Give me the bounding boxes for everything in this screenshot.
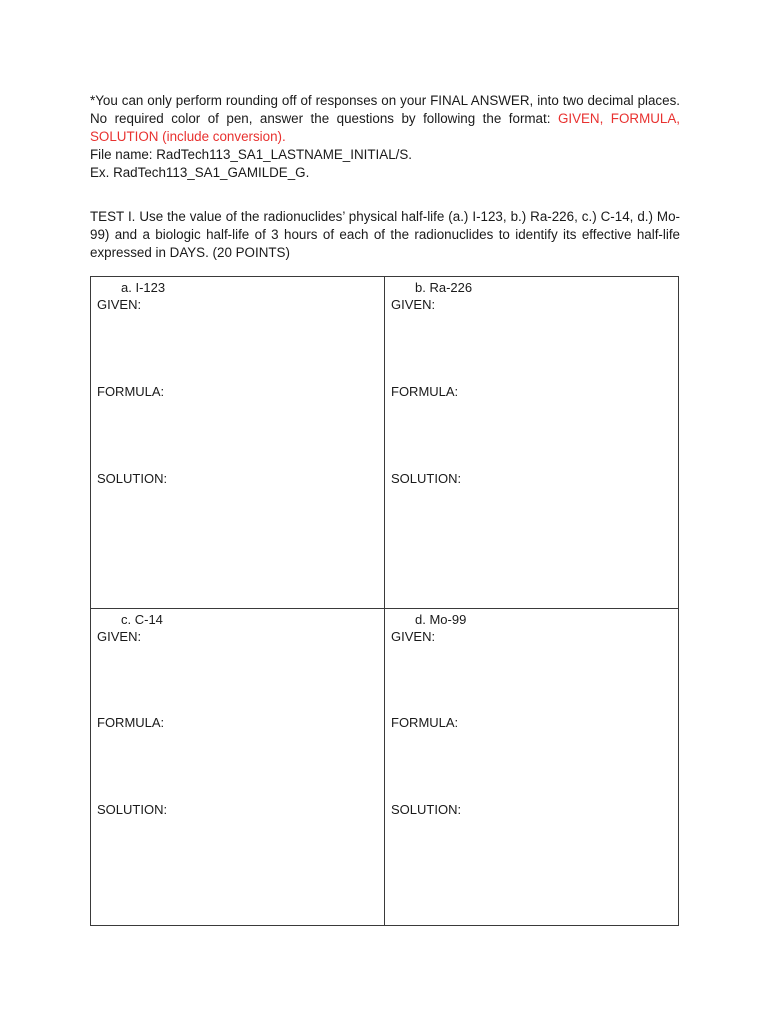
solution-label: SOLUTION: [97,471,168,486]
instructions-block [90,92,680,182]
answer-cell-ra-226 [385,277,679,609]
answer-table [90,276,679,926]
cell-heading: a. I-123 [121,280,166,295]
formula-label: FORMULA: [97,715,165,730]
formula-label: FORMULA: [391,384,459,399]
table-row [91,609,679,926]
table-row [91,277,679,609]
file-name-instruction: File name: RadTech113_SA1_LASTNAME_INITIAL/S. [90,147,413,162]
test-instructions: TEST I. Use the value of the radionuclides’ physical half-life (a.) I-123, b.) Ra-226, c.) C-14, d.) Mo-99) and a biologic half-life of 3 hours of each of the radionuclides to identify its effective half-life expressed in DAYS. (20 POINTS) [90,209,680,260]
given-label: GIVEN: [97,297,142,312]
answer-cell-mo-99 [385,609,679,926]
instructions-rounding-text [90,92,680,146]
cell-heading: c. C-14 [121,612,163,627]
formula-label: FORMULA: [391,715,459,730]
instructions-line: *You can only perform rounding off of responses on your FINAL ANSWER, into two decimal places. No required color of pen, answer the questions by following the format: [90,93,680,126]
solution-label: SOLUTION: [391,802,462,817]
given-label: GIVEN: [97,629,142,644]
answer-cell-c-14 [91,609,385,926]
solution-label: SOLUTION: [97,802,168,817]
answer-cell-i-123 [91,277,385,609]
file-name-example: Ex. RadTech113_SA1_GAMILDE_G. [90,165,310,180]
cell-heading: b. Ra-226 [415,280,473,295]
cell-heading: d. Mo-99 [415,612,467,627]
solution-label: SOLUTION: [391,471,462,486]
formula-label: FORMULA: [97,384,165,399]
given-label: GIVEN: [391,629,436,644]
given-label: GIVEN: [391,297,436,312]
format-highlight: GIVEN, FORMULA, SOLUTION (include conversion). [90,111,680,144]
